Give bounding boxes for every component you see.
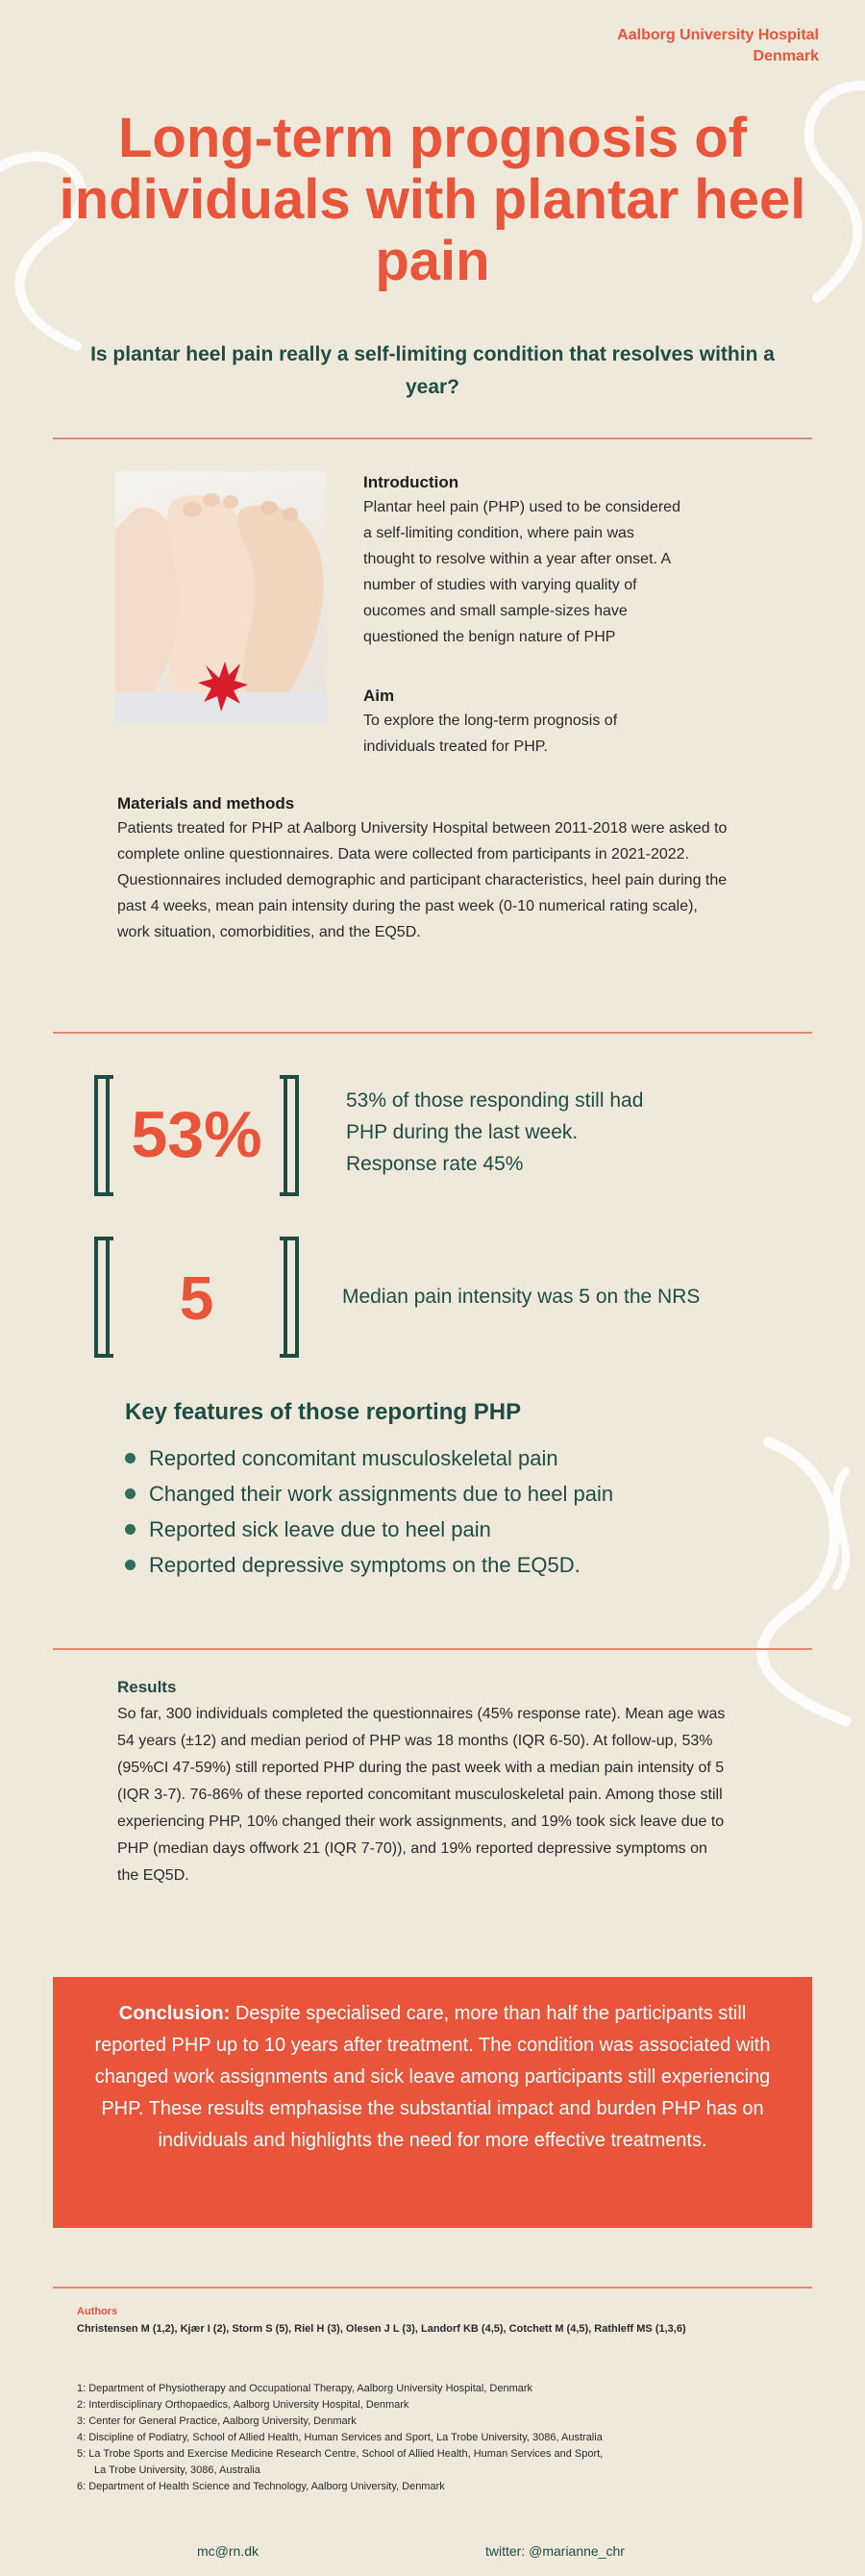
feet-photo [115,471,327,723]
aim-heading: Aim [363,687,395,705]
results-text: So far, 300 individuals completed the questionnaires (45% response rate). Mean age was 54 years (±12) and median period of PHP was 18 months (IQR 6-50). At follow-up, 53% (95%CI 47-59%) still reported PHP during the past week with a median pain intensity of 5 (IQR 3-7). 76-86% of these reported concomitant musculoskeletal pain. Among those still experiencing PHP, 10% changed their work assignments, and 19% took sick leave due to PHP (median days offwork 21 (IQR 7-70)), and 19% reported depressive symptoms on the EQ5D. [117,1706,726,1884]
methods-text: Patients treated for PHP at Aalborg University Hospital between 2011-2018 were asked to complete online questionnaires. Data were collected from participants in 2021-2022. Questionnaires included demographic and participant characteristics, heel pain during the past 4 weeks, mean pain intensity during the past week (0-10 numerical rating scale), work situation, comorbidities, and the EQ5D. [117,820,728,940]
stat-text-line: 53% of those responding still had [346,1089,644,1112]
bullet-icon [125,1488,136,1499]
stat-box-5 [88,1235,305,1360]
methods-heading: Materials and methods [117,794,295,813]
conclusion-text: Despite specialised care, more than half the participants still reported PHP up to 10 years after treatment. The condition was associated with changed work assignments and sick leave among participants still experiencing PHP. These results emphasise the substantial impact and burden PHP has on individuals and highlights the need for more effective treatments. [94,2003,771,2151]
stat-text-53 [346,1085,769,1180]
affiliation-item: 6: Department of Health Science and Technology, Aalborg University, Denmark [77,2481,445,2492]
list-item-text: Reported sick leave due to heel pain [149,1517,491,1541]
hospital-name: Aalborg University Hospital [617,27,819,43]
bullet-icon [125,1560,136,1570]
stat-box-53 [88,1073,305,1198]
stat-text-5: Median pain intensity was 5 on the NRS [342,1286,701,1308]
conclusion-paragraph [53,1977,812,2157]
introduction-heading: Introduction [363,473,459,491]
poster-subtitle: Is plantar heel pain really a self-limiting condition that resolves within a year? [90,343,775,398]
bullet-icon [125,1524,136,1535]
affiliation-item: 4: Discipline of Podiatry, School of Allied Health, Human Services and Sport, La Trobe University, 3086, Australia [77,2432,603,2443]
key-features-heading: Key features of those reporting PHP [125,1399,522,1425]
results-section [117,1678,732,1889]
footer-twitter: twitter: @marianne_chr [485,2543,625,2559]
aim-text: To explore the long-term prognosis of individuals treated for PHP. [363,713,618,755]
affiliation-item: La Trobe University, 3086, Australia [94,2464,260,2476]
affiliation-item: 3: Center for General Practice, Aalborg University, Denmark [77,2415,357,2427]
stat-value-5: 5 [179,1263,214,1333]
divider [53,1648,812,1650]
list-item-text: Changed their work assignments due to heel pain [149,1482,614,1506]
introduction-section [363,473,680,650]
poster-title: Long-term prognosis of individuals with plantar heel pain [59,107,806,292]
list-item-text: Reported depressive symptoms on the EQ5D. [149,1553,581,1577]
authors-names: Christensen M (1,2), Kjær I (2), Storm S (5), Riel H (3), Olesen J L (3), Landorf KB (4,5), Cotchett M (4,5), Rathleff MS (1,3,6) [77,2323,686,2335]
divider [53,2287,812,2288]
affiliation-item: 2: Interdisciplinary Orthopaedics, Aalborg University Hospital, Denmark [77,2399,409,2411]
list-item [125,1547,613,1583]
affiliation-item: 1: Department of Physiotherapy and Occupational Therapy, Aalborg University Hospital, Denmark [77,2383,533,2394]
list-item [125,1440,613,1476]
divider [53,1032,812,1034]
stat-text-line: Response rate 45% [346,1153,524,1175]
key-features-list [125,1440,613,1583]
bullet-icon [125,1453,136,1463]
feet-illustration [115,471,327,723]
list-item [125,1512,613,1547]
aim-section [363,687,680,760]
hospital-country: Denmark [753,48,819,64]
introduction-text: Plantar heel pain (PHP) used to be considered a self-limiting condition, where pain was thought to resolve within a year after onset. A number of studies with varying quality of oucomes and small sample-sizes have questioned the benign nature of PHP [363,499,680,645]
list-item-text: Reported concomitant musculoskeletal pain [149,1446,558,1470]
conclusion-box [53,1977,812,2228]
affiliations-list [77,2381,817,2495]
divider [53,438,812,439]
footer-email: mc@rn.dk [197,2543,259,2559]
hospital-affiliation [617,25,819,67]
stat-text-line: PHP during the last week. [346,1121,579,1143]
decorative-swirl-right [711,1433,865,1740]
methods-section [117,794,732,945]
results-heading: Results [117,1678,177,1696]
affiliation-item: 5: La Trobe Sports and Exercise Medicine Research Centre, School of Allied Health, Human Services and Sport, [77,2448,604,2460]
conclusion-label: Conclusion: [118,2003,231,2024]
list-item [125,1476,613,1512]
authors-heading: Authors [77,2306,118,2317]
stat-value-53: 53% [131,1098,262,1171]
